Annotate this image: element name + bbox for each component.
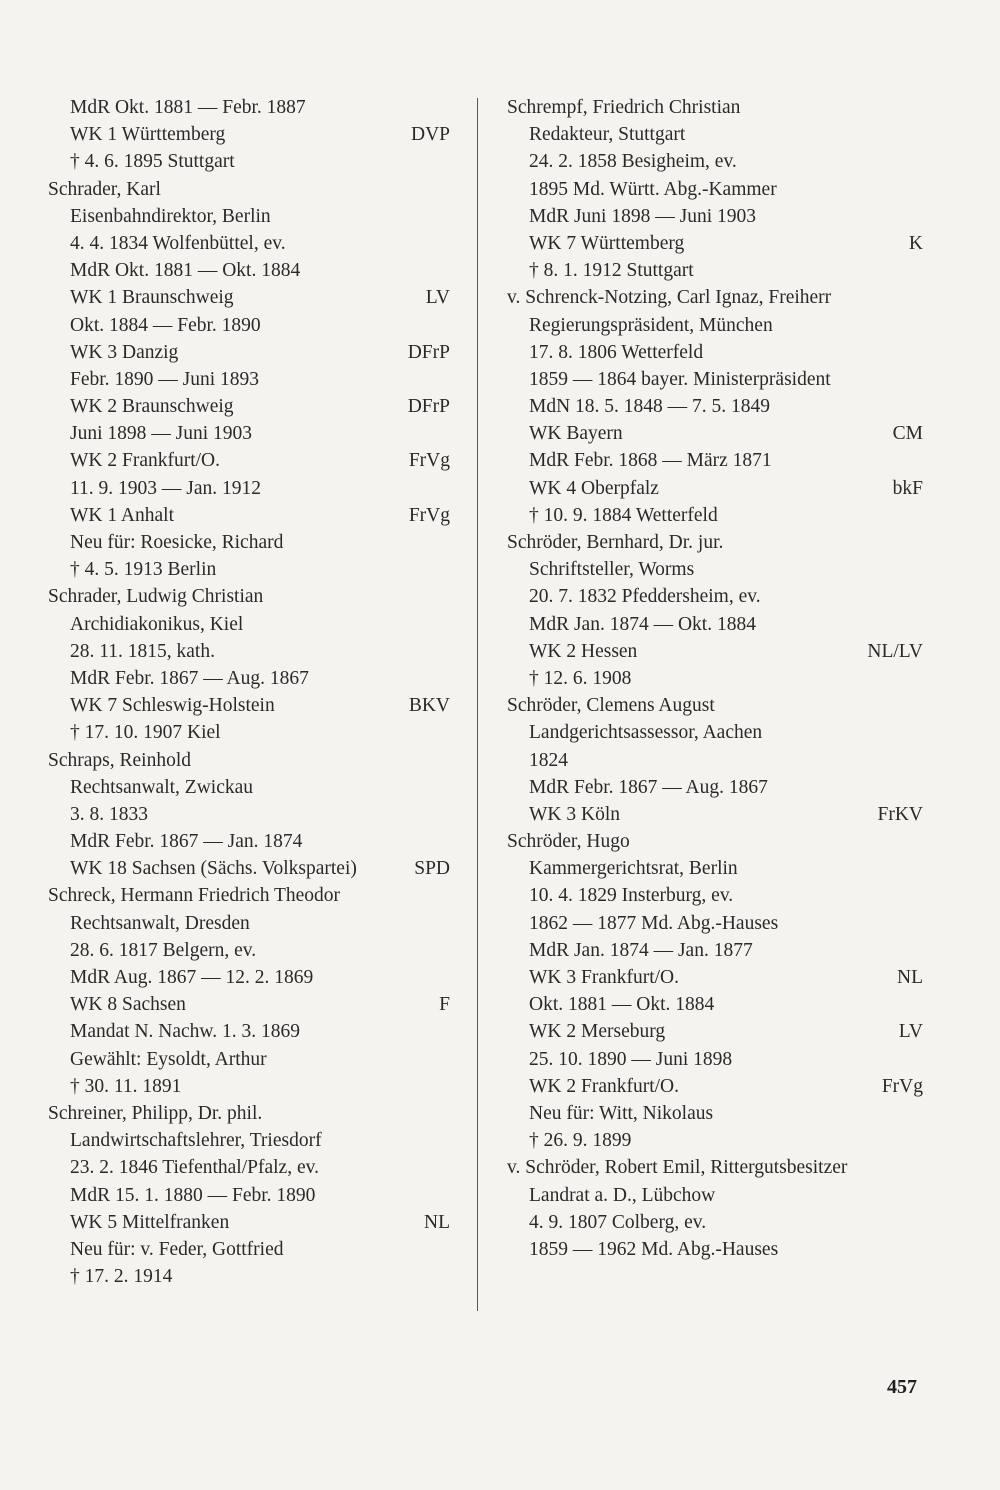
- line-text: Gewählt: Eysoldt, Arthur: [70, 1048, 267, 1070]
- entry-detail-line: [48, 611, 450, 638]
- entry-detail-line: [48, 638, 450, 665]
- party-label: DFrP: [407, 396, 450, 418]
- line-text: Neu für: Roesicke, Richard: [70, 532, 284, 553]
- entry-name-line: [507, 284, 923, 311]
- entry-detail-line: [507, 257, 923, 284]
- line-text: WK 2 Frankfurt/O.: [70, 450, 221, 472]
- line-text: MdR Febr. 1867 — Jan. 1874: [70, 831, 303, 853]
- line-text: † 17. 10. 1907 Kiel: [70, 722, 221, 744]
- entry-name-line: [507, 692, 923, 719]
- entry-detail-line: [507, 665, 923, 692]
- line-text: Schröder, Bernhard, Dr. jur.: [507, 532, 724, 553]
- line-text: Schrempf, Friedrich Christian: [507, 97, 741, 118]
- line-text: Schrader, Ludwig Christian: [48, 586, 264, 608]
- entry-detail-line: [507, 556, 923, 583]
- entry-detail-line: [48, 502, 450, 529]
- entry-detail-line: [48, 1263, 450, 1290]
- line-text: WK 1 Anhalt: [70, 504, 174, 526]
- entry-detail-line: [507, 203, 923, 230]
- line-text: Okt. 1881 — Okt. 1884: [529, 994, 715, 1016]
- line-text: WK 2 Frankfurt/O.: [529, 1075, 680, 1097]
- entry-detail-line: [48, 121, 450, 148]
- entry-detail-line: [507, 719, 923, 746]
- entry-detail-line: [48, 475, 450, 502]
- entry-detail-line: [48, 991, 450, 1018]
- entry-detail-line: [48, 964, 450, 991]
- entry-detail-line: [507, 366, 923, 393]
- entry-detail-line: [48, 719, 450, 746]
- line-text: Neu für: Witt, Nikolaus: [529, 1102, 714, 1124]
- line-text: MdR Febr. 1867 — Aug. 1867: [529, 776, 768, 798]
- entry-detail-line: [48, 1182, 450, 1209]
- entry-detail-line: [48, 1236, 450, 1263]
- entry-name-line: [48, 747, 450, 774]
- entry-name-line: [48, 1100, 450, 1127]
- line-text: Landwirtschaftslehrer, Triesdorf: [70, 1130, 322, 1152]
- entry-detail-line: [48, 94, 450, 121]
- line-text: Rechtsanwalt, Zwickau: [70, 776, 254, 798]
- column-divider: [477, 98, 478, 1311]
- line-text: 1859 — 1962 Md. Abg.-Hauses: [529, 1238, 779, 1260]
- line-text: Schröder, Hugo: [507, 831, 630, 853]
- party-label: bkF: [892, 477, 923, 499]
- line-text: 28. 11. 1815, kath.: [70, 640, 215, 662]
- line-text: WK 2 Braunschweig: [70, 396, 234, 418]
- line-text: WK Bayern: [529, 423, 623, 445]
- line-text: Regierungspräsident, München: [529, 314, 773, 336]
- entry-detail-line: [507, 1046, 923, 1073]
- entry-detail-line: [507, 801, 923, 828]
- entry-detail-line: [48, 556, 450, 583]
- line-text: † 10. 9. 1884 Wetterfeld: [529, 504, 718, 526]
- line-text: 1862 — 1877 Md. Abg.-Hauses: [529, 912, 779, 934]
- party-label: NL: [424, 1211, 450, 1233]
- entry-detail-line: [48, 230, 450, 257]
- line-text: WK 2 Hessen: [529, 640, 638, 662]
- line-text: Schraps, Reinhold: [48, 749, 191, 771]
- line-text: MdR Aug. 1867 — 12. 2. 1869: [70, 967, 314, 988]
- entry-detail-line: [48, 1046, 450, 1073]
- line-text: WK 18 Sachsen (Sächs. Volkspartei): [70, 858, 357, 880]
- line-text: † 26. 9. 1899: [529, 1130, 632, 1152]
- line-text: Landgerichtsassessor, Aachen: [529, 722, 763, 744]
- entry-name-line: [48, 176, 450, 203]
- entry-detail-line: [48, 855, 450, 882]
- line-text: Neu für: v. Feder, Gottfried: [70, 1238, 284, 1260]
- page-number: 457: [887, 1376, 917, 1398]
- party-label: BKV: [408, 695, 450, 717]
- entry-detail-line: [507, 583, 923, 610]
- entry-detail-line: [507, 1127, 923, 1154]
- line-text: 17. 8. 1806 Wetterfeld: [529, 341, 704, 363]
- party-label: F: [439, 994, 450, 1016]
- entry-detail-line: [507, 420, 923, 447]
- entry-detail-line: [48, 447, 450, 474]
- line-text: MdR Jan. 1874 — Jan. 1877: [529, 939, 753, 961]
- entry-detail-line: [507, 937, 923, 964]
- line-text: Landrat a. D., Lübchow: [529, 1184, 716, 1206]
- entry-detail-line: [48, 284, 450, 311]
- party-label: LV: [898, 1021, 923, 1043]
- entry-detail-line: [507, 774, 923, 801]
- line-text: WK 1 Braunschweig: [70, 287, 234, 309]
- line-text: † 4. 6. 1895 Stuttgart: [70, 151, 235, 173]
- line-text: Rechtsanwalt, Dresden: [70, 912, 250, 934]
- entry-detail-line: [48, 393, 450, 420]
- entry-detail-line: [507, 148, 923, 175]
- line-text: MdR Jan. 1874 — Okt. 1884: [529, 613, 756, 635]
- party-label: FrVg: [881, 1075, 923, 1097]
- entry-detail-line: [48, 1209, 450, 1236]
- entry-detail-line: [48, 937, 450, 964]
- entry-detail-line: [507, 121, 923, 148]
- line-text: 1895 Md. Württ. Abg.-Kammer: [529, 178, 777, 200]
- entry-detail-line: [48, 828, 450, 855]
- entry-detail-line: [48, 203, 450, 230]
- entry-detail-line: [48, 1073, 450, 1100]
- entry-detail-line: [48, 692, 450, 719]
- line-text: Schriftsteller, Worms: [529, 559, 695, 581]
- entry-detail-line: [507, 176, 923, 203]
- entry-detail-line: [48, 366, 450, 393]
- entry-name-line: [48, 583, 450, 610]
- party-label: CM: [892, 423, 923, 445]
- line-text: v. Schröder, Robert Emil, Rittergutsbesitzer: [507, 1157, 848, 1179]
- entry-detail-line: [507, 475, 923, 502]
- line-text: WK 2 Merseburg: [529, 1021, 666, 1043]
- line-text: v. Schrenck-Notzing, Carl Ignaz, Freiherr: [507, 287, 832, 309]
- entry-detail-line: [507, 447, 923, 474]
- entry-detail-line: [48, 1127, 450, 1154]
- line-text: WK 7 Württemberg: [529, 232, 685, 254]
- line-text: Schröder, Clemens August: [507, 695, 715, 717]
- line-text: Redakteur, Stuttgart: [529, 124, 686, 146]
- line-text: MdR Juni 1898 — Juni 1903: [529, 205, 756, 227]
- party-label: NL/LV: [867, 640, 923, 662]
- line-text: MdR Okt. 1881 — Okt. 1884: [70, 260, 301, 282]
- line-text: 24. 2. 1858 Besigheim, ev.: [529, 151, 737, 173]
- party-label: FrKV: [877, 803, 923, 825]
- line-text: 28. 6. 1817 Belgern, ev.: [70, 939, 257, 961]
- entry-detail-line: [507, 1100, 923, 1127]
- entry-detail-line: [48, 910, 450, 937]
- entry-detail-line: [507, 393, 923, 420]
- entry-name-line: [507, 1154, 923, 1181]
- entry-detail-line: [48, 665, 450, 692]
- line-text: Eisenbahndirektor, Berlin: [70, 205, 271, 227]
- entry-detail-line: [507, 1182, 923, 1209]
- party-label: NL: [897, 967, 923, 988]
- line-text: Archidiakonikus, Kiel: [70, 613, 244, 635]
- line-text: Schrader, Karl: [48, 178, 161, 200]
- entry-detail-line: [48, 774, 450, 801]
- line-text: MdR Febr. 1868 — März 1871: [529, 450, 772, 472]
- entry-detail-line: [48, 1154, 450, 1181]
- line-text: Okt. 1884 — Febr. 1890: [70, 314, 261, 336]
- entry-detail-line: [507, 855, 923, 882]
- line-text: Juni 1898 — Juni 1903: [70, 423, 253, 445]
- party-label: DFrP: [407, 341, 450, 363]
- line-text: 1859 — 1864 bayer. Ministerpräsident: [529, 368, 831, 390]
- entry-detail-line: [507, 638, 923, 665]
- entry-detail-line: [48, 257, 450, 284]
- line-text: Febr. 1890 — Juni 1893: [70, 368, 260, 390]
- entry-detail-line: [48, 148, 450, 175]
- entry-detail-line: [507, 964, 923, 991]
- line-text: † 4. 5. 1913 Berlin: [70, 559, 217, 581]
- line-text: WK 3 Frankfurt/O.: [529, 967, 680, 988]
- line-text: MdR Okt. 1881 — Febr. 1887: [70, 97, 306, 118]
- line-text: WK 3 Köln: [529, 803, 620, 825]
- entry-detail-line: [507, 502, 923, 529]
- entry-name-line: [507, 529, 923, 556]
- right-column: [507, 94, 923, 1263]
- entry-detail-line: [507, 1073, 923, 1100]
- party-label: FrVg: [408, 450, 450, 472]
- entry-detail-line: [507, 339, 923, 366]
- entry-name-line: [507, 828, 923, 855]
- line-text: WK 3 Danzig: [70, 341, 179, 363]
- entry-detail-line: [507, 991, 923, 1018]
- line-text: MdR Febr. 1867 — Aug. 1867: [70, 667, 309, 689]
- entry-detail-line: [48, 529, 450, 556]
- line-text: Schreiner, Philipp, Dr. phil.: [48, 1102, 263, 1124]
- line-text: WK 4 Oberpfalz: [529, 477, 659, 499]
- entry-detail-line: [507, 1018, 923, 1045]
- line-text: 11. 9. 1903 — Jan. 1912: [70, 477, 262, 499]
- entry-detail-line: [48, 801, 450, 828]
- line-text: † 30. 11. 1891: [70, 1075, 182, 1097]
- line-text: 25. 10. 1890 — Juni 1898: [529, 1048, 733, 1070]
- entry-detail-line: [48, 312, 450, 339]
- entry-detail-line: [507, 230, 923, 257]
- line-text: 10. 4. 1829 Insterburg, ev.: [529, 885, 734, 907]
- entry-detail-line: [507, 312, 923, 339]
- party-label: FrVg: [408, 504, 450, 526]
- line-text: MdN 18. 5. 1848 — 7. 5. 1849: [529, 396, 771, 418]
- line-text: WK 7 Schleswig-Holstein: [70, 695, 275, 717]
- entry-name-line: [507, 94, 923, 121]
- line-text: 1824: [529, 749, 568, 771]
- entry-detail-line: [48, 339, 450, 366]
- entry-detail-line: [48, 420, 450, 447]
- entry-detail-line: [507, 1209, 923, 1236]
- party-label: DVP: [410, 124, 450, 146]
- line-text: WK 1 Württemberg: [70, 124, 226, 146]
- party-label: SPD: [414, 858, 450, 880]
- line-text: † 8. 1. 1912 Stuttgart: [529, 260, 694, 282]
- entry-detail-line: [507, 1236, 923, 1263]
- entry-detail-line: [507, 882, 923, 909]
- entry-detail-line: [507, 611, 923, 638]
- line-text: 3. 8. 1833: [70, 803, 148, 825]
- line-text: WK 5 Mittelfranken: [70, 1211, 230, 1233]
- line-text: † 17. 2. 1914: [70, 1266, 173, 1288]
- left-column: [48, 94, 450, 1290]
- line-text: 20. 7. 1832 Pfeddersheim, ev.: [529, 586, 761, 608]
- line-text: Schreck, Hermann Friedrich Theodor: [48, 885, 341, 907]
- line-text: 23. 2. 1846 Tiefenthal/Pfalz, ev.: [70, 1157, 319, 1179]
- line-text: † 12. 6. 1908: [529, 667, 632, 689]
- party-label: K: [908, 232, 923, 254]
- line-text: MdR 15. 1. 1880 — Febr. 1890: [70, 1184, 316, 1206]
- entry-detail-line: [48, 1018, 450, 1045]
- line-text: Kammergerichtsrat, Berlin: [529, 858, 738, 880]
- party-label: LV: [425, 287, 450, 309]
- line-text: 4. 9. 1807 Colberg, ev.: [529, 1211, 707, 1233]
- entry-name-line: [48, 882, 450, 909]
- line-text: WK 8 Sachsen: [70, 994, 186, 1016]
- entry-detail-line: [507, 747, 923, 774]
- line-text: 4. 4. 1834 Wolfenbüttel, ev.: [70, 232, 286, 254]
- entry-detail-line: [507, 910, 923, 937]
- line-text: Mandat N. Nachw. 1. 3. 1869: [70, 1021, 300, 1043]
